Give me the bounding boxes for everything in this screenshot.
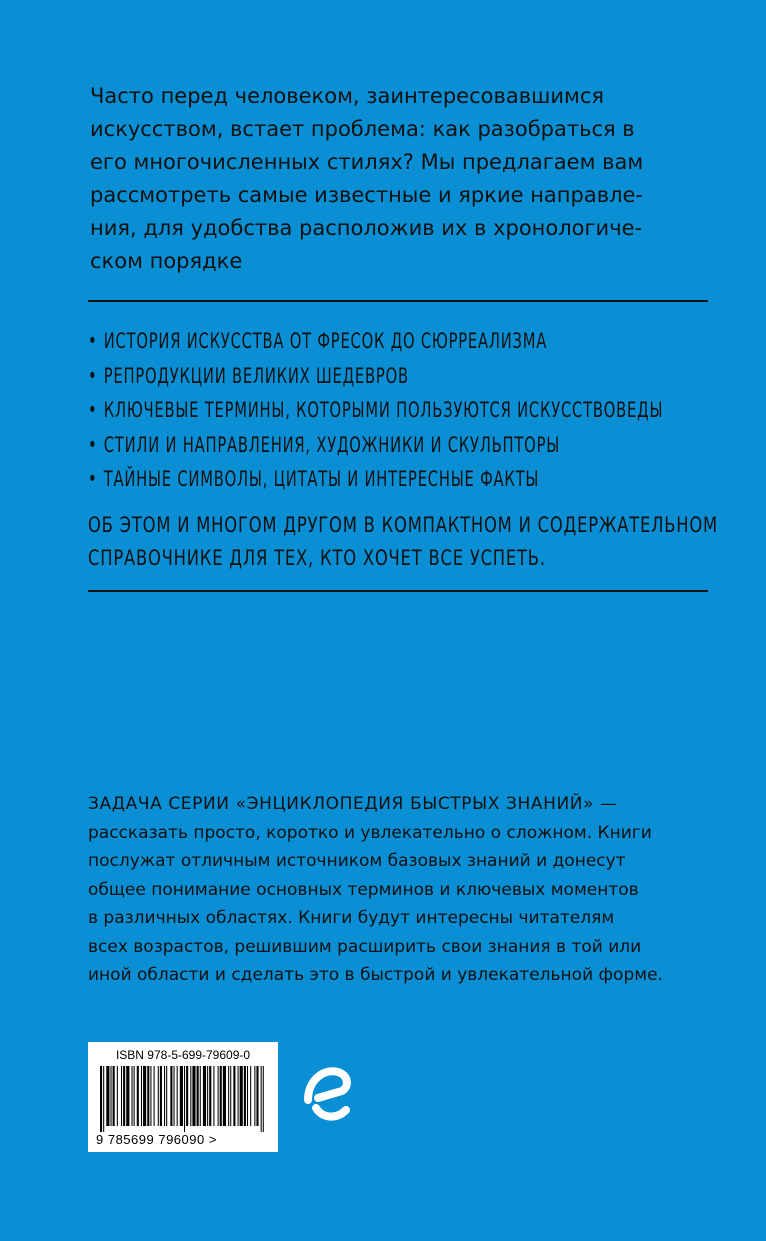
barcode-bar	[113, 1066, 115, 1126]
barcode-bar	[240, 1066, 243, 1126]
summary-line: ОБ ЭТОМ И МНОГОМ ДРУГОМ В КОМПАКТНОМ И СОДЕРЖАТЕЛЬНОМ	[88, 513, 718, 537]
barcode-bar	[103, 1066, 104, 1132]
barcode-digits: 9 785699 796090 >	[96, 1132, 217, 1147]
barcode-bar	[111, 1066, 112, 1126]
intro-paragraph	[90, 80, 720, 278]
series-line: общее понимание основных терминов и ключевых моментов	[88, 879, 639, 900]
barcode-bar	[213, 1066, 214, 1126]
barcode-bar	[190, 1066, 191, 1126]
barcode-bar	[247, 1066, 248, 1126]
barcode-bar	[100, 1066, 102, 1132]
barcode-bar	[123, 1066, 125, 1126]
barcode-bar	[132, 1066, 133, 1126]
series-line: послужат отличным источником базовых знаний и донесут	[88, 851, 626, 871]
barcode-bar	[174, 1066, 175, 1126]
barcode-bar	[228, 1066, 229, 1126]
barcode-bar	[192, 1066, 195, 1126]
feature-item: • РЕПРОДУКЦИИ ВЕЛИКИХ ШЕДЕВРОВ	[88, 363, 409, 388]
barcode-bar	[207, 1066, 208, 1126]
barcode-bar	[147, 1066, 149, 1126]
barcode-bar	[137, 1066, 139, 1126]
barcode-bar	[158, 1066, 159, 1126]
intro-line: ния, для удобства расположив их в хронологиче-	[90, 216, 643, 240]
barcode-bar	[230, 1066, 231, 1126]
barcode-bar	[184, 1066, 185, 1132]
barcode-bar	[220, 1066, 222, 1126]
divider-top	[88, 300, 708, 302]
divider-bottom	[88, 590, 708, 592]
barcode-bar	[256, 1066, 258, 1126]
barcode-bar	[203, 1066, 206, 1126]
barcode-bar	[126, 1066, 129, 1126]
intro-line: его многочисленных стилях? Мы предлагаем вам	[90, 150, 644, 174]
barcode	[88, 1042, 278, 1152]
intro-line: ском порядке	[90, 249, 243, 273]
barcode-bar	[170, 1066, 172, 1126]
feature-item: • ИСТОРИЯ ИСКУССТВА ОТ ФРЕСОК ДО СЮРРЕАЛИЗМА	[88, 329, 548, 353]
barcode-bar	[180, 1066, 183, 1126]
barcode-bar	[106, 1066, 109, 1126]
barcode-bars	[100, 1066, 266, 1132]
intro-line: Часто перед человеком, заинтересовавшимся	[90, 84, 604, 108]
barcode-bar	[121, 1066, 122, 1126]
barcode-bar	[233, 1066, 235, 1126]
barcode-bar	[164, 1066, 165, 1126]
barcode-bar	[254, 1066, 255, 1126]
barcode-bar	[200, 1066, 201, 1126]
barcode-bar	[117, 1066, 118, 1126]
barcode-bar	[166, 1066, 167, 1126]
barcode-bar	[261, 1066, 262, 1132]
barcode-bar	[160, 1066, 162, 1126]
barcode-bar	[154, 1066, 155, 1126]
series-line: всех возрастов, решившим расширить свои знания в той или	[88, 936, 642, 957]
series-description	[88, 790, 708, 990]
feature-item: • СТИЛИ И НАПРАВЛЕНИЯ, ХУДОЖНИКИ И СКУЛЬПТОРЫ	[88, 432, 561, 457]
barcode-bar	[218, 1066, 219, 1126]
barcode-bar	[143, 1066, 146, 1126]
intro-line: рассмотреть самые известные и яркие направле-	[90, 183, 644, 207]
feature-list	[88, 328, 766, 501]
series-line: ЗАДАЧА СЕРИИ «ЭНЦИКЛОПЕДИЯ БЫСТРЫХ ЗНАНИЙ» —	[88, 794, 618, 814]
summary-text	[88, 509, 718, 575]
summary-line: СПРАВОЧНИКЕ ДЛЯ ТЕХ, КТО ХОЧЕТ ВСЕ УСПЕТЬ.	[88, 546, 546, 570]
barcode-bar	[209, 1066, 211, 1126]
intro-line: искусством, встает проблема: как разобраться в	[90, 117, 635, 141]
barcode-bar	[197, 1066, 199, 1126]
barcode-bar	[141, 1066, 142, 1126]
barcode-bar	[223, 1066, 226, 1126]
series-line: в различных областях. Книги будут интересны читателям	[88, 908, 615, 928]
publisher-e-logo-icon	[298, 1058, 356, 1128]
barcode-bar	[177, 1066, 178, 1126]
barcode-bar	[263, 1066, 264, 1132]
feature-item: • ТАЙНЫЕ СИМВОЛЫ, ЦИТАТЫ И ИНТЕРЕСНЫЕ ФАКТЫ	[88, 467, 540, 491]
barcode-bar	[244, 1066, 246, 1126]
series-line: рассказать просто, коротко и увлекательно о сложном. Книги	[88, 822, 652, 843]
barcode-bar	[250, 1066, 251, 1126]
barcode-bar	[134, 1066, 135, 1126]
isbn-label: ISBN 978-5-699-79609-0	[115, 1048, 251, 1062]
series-line: иной области и сделать это в быстрой и увлекательной форме.	[88, 965, 663, 985]
feature-item: • КЛЮЧЕВЫЕ ТЕРМИНЫ, КОТОРЫМИ ПОЛЬЗУЮТСЯ ИСКУССТВОВЕДЫ	[88, 398, 664, 422]
barcode-bar	[150, 1066, 151, 1126]
barcode-bar	[186, 1066, 188, 1126]
barcode-bar	[238, 1066, 239, 1126]
